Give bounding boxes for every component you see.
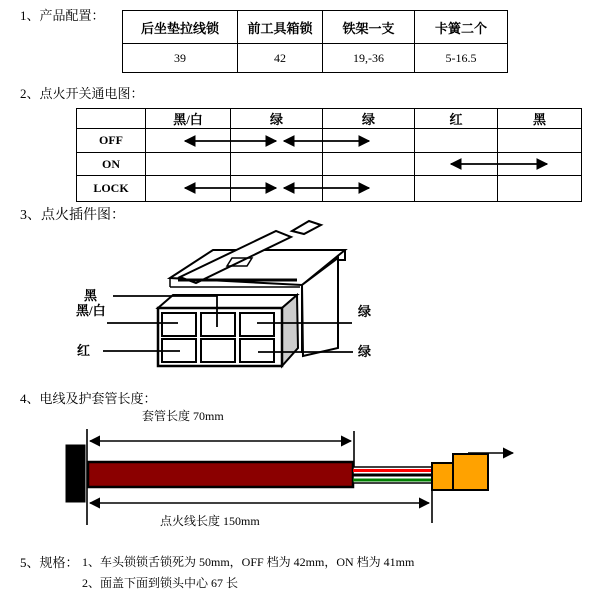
- wire-length-label: 点火线长度 150mm: [160, 514, 260, 528]
- product-config-value-row: [123, 44, 508, 73]
- product-config-table: [122, 10, 508, 73]
- section4-heading: 4、电线及护套管长度：: [20, 391, 157, 406]
- connector-small-block: [432, 463, 453, 490]
- ignition-wire-header: 黑/白: [146, 109, 231, 129]
- sleeve-length-label: 套管长度 70mm: [142, 409, 224, 423]
- product-config-header: 卡簧二个: [415, 11, 508, 44]
- ignition-wire-header: 红: [415, 109, 498, 129]
- product-config-header: 后坐垫拉线锁: [123, 11, 238, 44]
- sleeve-tube: [88, 462, 353, 487]
- pin-block-side-face: [282, 295, 298, 366]
- pin-label-green-bottom: 绿: [358, 344, 372, 359]
- pin-label-blackwhite: 黑/白: [76, 303, 106, 318]
- ignition-wire-header: 绿: [231, 109, 323, 129]
- pin-label-red: 红: [77, 343, 91, 358]
- section3-heading: 3、点火插件图：: [20, 208, 125, 223]
- ignition-state-label: OFF: [77, 129, 146, 153]
- pin-slot: [201, 313, 235, 336]
- section1-heading: 1、产品配置：: [20, 8, 105, 23]
- product-config-header-row: [123, 11, 508, 44]
- pin-slot: [201, 339, 235, 362]
- ignition-continuity-arrows: [76, 108, 581, 202]
- pin-slot: [162, 313, 196, 336]
- product-config-value: 39: [123, 44, 238, 73]
- product-config-value: 5-16.5: [415, 44, 508, 73]
- section5-heading: 5、规格：: [20, 555, 79, 570]
- ignition-wire-header: 黑: [498, 109, 582, 129]
- product-config-header: 铁架一支: [323, 11, 415, 44]
- pin-label-green-top: 绿: [358, 304, 372, 319]
- ignition-wire-header: 绿: [323, 109, 415, 129]
- wire-length-diagram: [60, 405, 540, 535]
- pin-label-black: 黑: [84, 288, 98, 303]
- spec-line-2: 2、面盖下面到锁头中心 67 长: [82, 576, 239, 590]
- pin-slot: [240, 313, 274, 336]
- ignition-state-label: ON: [77, 153, 146, 176]
- lock-body-block: [66, 445, 85, 502]
- pin-block-top-face: [158, 295, 297, 308]
- product-config-header: 前工具箱锁: [238, 11, 323, 44]
- section2-heading: 2、点火开关通电图：: [20, 86, 144, 101]
- product-config-value: 42: [238, 44, 323, 73]
- connector-big-block: [453, 454, 488, 490]
- ignition-state-label: LOCK: [77, 176, 146, 202]
- pin-slot: [240, 339, 274, 362]
- ignition-connector-diagram: [60, 216, 390, 386]
- latch-arrow-icon: [292, 221, 321, 234]
- spec-line-1: 1、车头锁锁舌锁死为 50mm，OFF 档为 42mm，ON 档为 41mm: [82, 555, 415, 569]
- product-config-value: 19,-36: [323, 44, 415, 73]
